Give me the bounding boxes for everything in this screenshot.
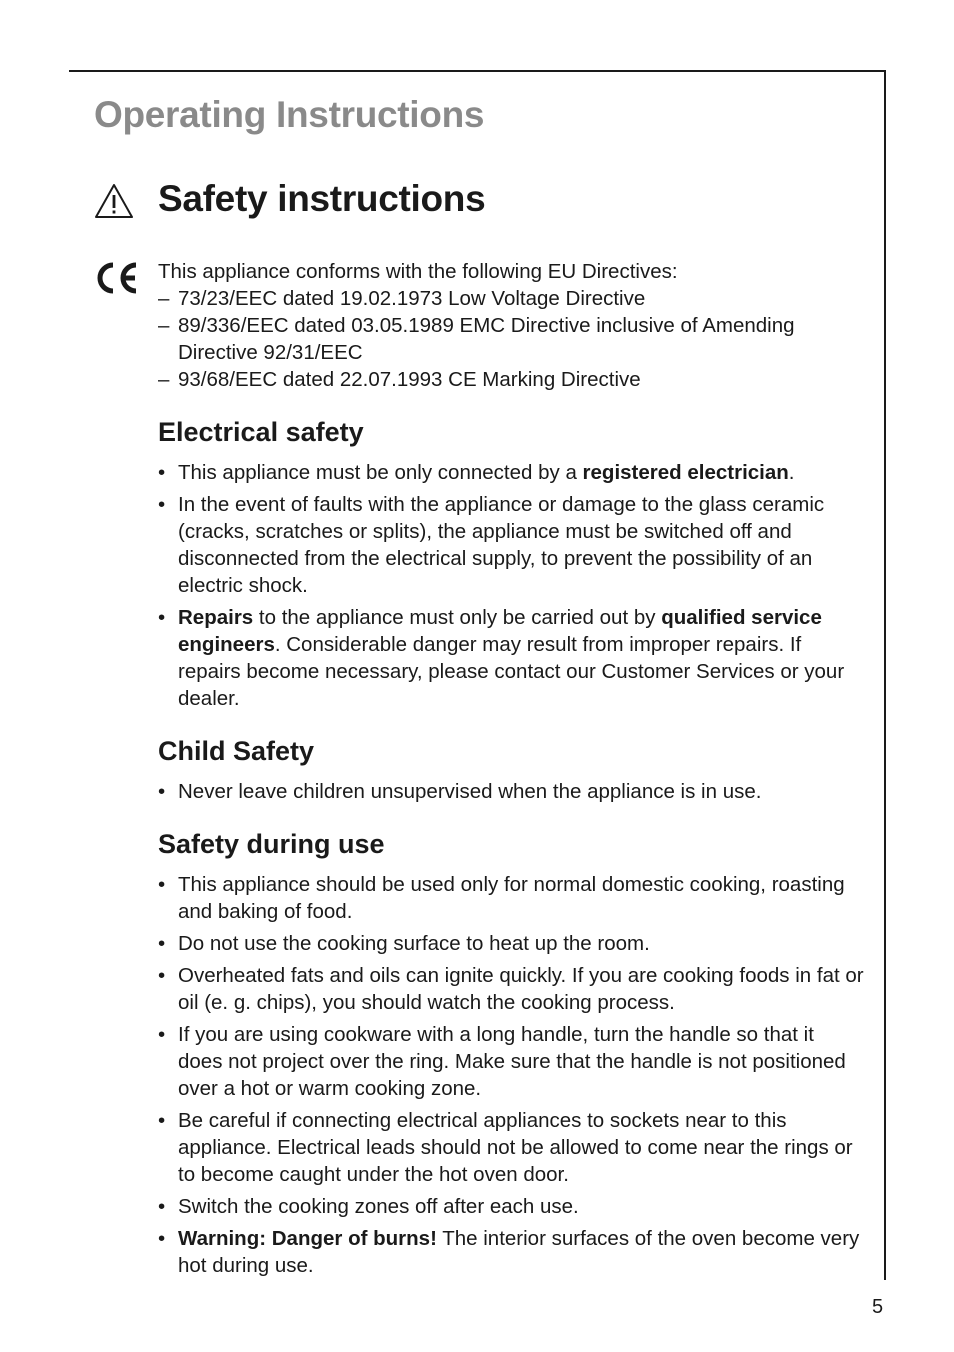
directive-item: – 89/336/EEC dated 03.05.1989 EMC Directive inclusive of Amending Directive 92/31/EEC <box>158 312 864 366</box>
list-item <box>158 604 864 712</box>
page-header-title: Operating Instructions <box>94 94 485 135</box>
item-emphasis: qualified service engineers <box>178 606 822 656</box>
list-item <box>158 1225 864 1279</box>
list-item: • Never leave children unsupervised when the appliance is in use. <box>158 778 864 805</box>
right-margin-rule <box>884 70 886 1280</box>
page-number: 5 <box>872 1296 884 1318</box>
item-emphasis: Repairs <box>178 606 254 629</box>
list-item: • Overheated fats and oils can ignite quickly. If you are cooking foods in fat or oil (e. g. chips), you should watch the cooking process. <box>158 962 864 1016</box>
warning-text: The interior surfaces of the oven become very hot during use. <box>178 1227 860 1277</box>
list-item: • This appliance should be used only for normal domestic cooking, roasting and baking of food. <box>158 871 864 925</box>
list-item: • Switch the cooking zones off after each use. <box>158 1193 864 1220</box>
child-safety-list <box>158 778 864 805</box>
main-content <box>158 258 864 1284</box>
directive-item: – 73/23/EEC dated 19.02.1973 Low Voltage Directive <box>158 285 864 312</box>
child-safety-heading: Child Safety <box>158 736 315 766</box>
list-item: • If you are using cookware with a long handle, turn the handle so that it does not project over the ring. Make sure that the handle is not positioned over a hot or warm cooking zone. <box>158 1021 864 1102</box>
item-text: This appliance must be only connected by a <box>178 461 583 484</box>
item-text: . <box>788 461 795 484</box>
warning-triangle-icon <box>94 183 134 219</box>
electrical-safety-heading: Electrical safety <box>158 417 364 447</box>
item-emphasis: registered electrician <box>582 461 789 484</box>
list-item <box>158 491 864 599</box>
list-item: • Do not use the cooking surface to heat up the room. <box>158 930 864 957</box>
directives-list <box>158 285 864 393</box>
safety-during-use-list <box>158 871 864 1279</box>
electrical-safety-list <box>158 459 864 712</box>
directive-item: – 93/68/EEC dated 22.07.1993 CE Marking Directive <box>158 366 864 393</box>
item-text: to the appliance must only be carried out by <box>253 606 662 629</box>
item-text: In the event of faults with the appliance or damage to the glass ceramic (cracks, scratches or splits), the appliance must be switched off and disconnected from the electrical supply, to prevent the possibility of an electric shock. <box>178 493 825 597</box>
section-title: Safety instructions <box>158 178 486 219</box>
ce-mark-icon <box>94 258 140 298</box>
list-item <box>158 459 864 486</box>
top-rule <box>69 70 886 72</box>
warning-label: Warning: Danger of burns! <box>178 1227 437 1250</box>
item-text: . Considerable danger may result from improper repairs. If repairs become necessary, please contact our Customer Services or your dealer. <box>178 633 845 710</box>
directives-intro: This appliance conforms with the following EU Directives: <box>158 260 678 283</box>
list-item: • Be careful if connecting electrical appliances to sockets near to this appliance. Electrical leads should not be allowed to come near the rings or to become caught under the hot oven door. <box>158 1107 864 1188</box>
safety-during-use-heading: Safety during use <box>158 829 385 859</box>
